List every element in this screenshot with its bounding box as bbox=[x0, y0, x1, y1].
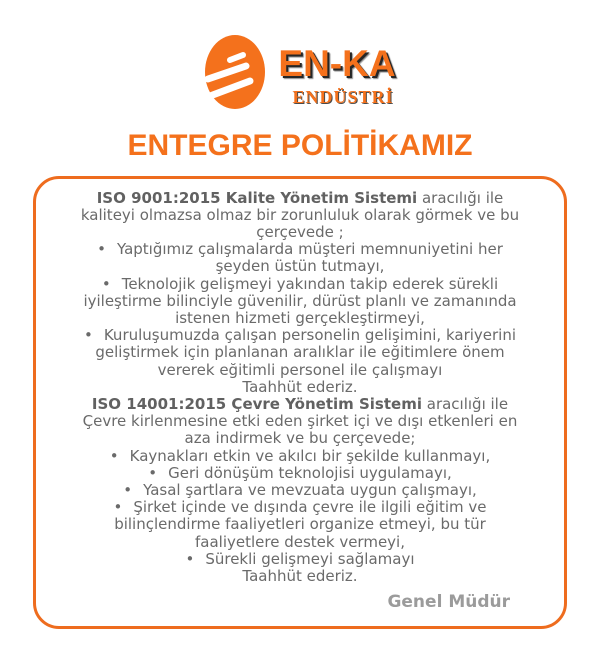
policy-line bbox=[52, 534, 548, 551]
bullet-icon: • bbox=[148, 463, 158, 482]
policy-line bbox=[52, 327, 548, 344]
policy-text-bold: ISO 9001:2015 Kalite Yönetim Sistemi bbox=[96, 188, 418, 207]
policy-line bbox=[52, 207, 548, 224]
bullet-icon: • bbox=[113, 498, 123, 517]
policy-line bbox=[52, 516, 548, 533]
policy-text: Geri dönüşüm teknolojisi uygulamayı, bbox=[168, 463, 452, 482]
policy-text: Yasal şartlara ve mevzuata uygun çalışmayı, bbox=[143, 480, 477, 499]
policy-text: aracılığı ile bbox=[421, 394, 509, 413]
policy-text: Çevre kirlenmesine etki eden şirket içi ve dışı etkenleri en bbox=[82, 412, 518, 431]
policy-line bbox=[52, 276, 548, 293]
policy-line bbox=[52, 482, 548, 499]
policy-line bbox=[52, 396, 548, 413]
policy-line bbox=[52, 551, 548, 568]
policy-line bbox=[52, 499, 548, 516]
policy-text: Taahhüt ederiz. bbox=[242, 566, 358, 585]
policy-line bbox=[52, 310, 548, 327]
policy-line bbox=[52, 258, 548, 275]
policy-text: faaliyetlere destek vermeyi, bbox=[194, 532, 405, 551]
policy-line bbox=[52, 293, 548, 310]
policy-box bbox=[33, 176, 567, 629]
policy-line bbox=[52, 362, 548, 379]
policy-line bbox=[52, 448, 548, 465]
policy-text: Teknolojik gelişmeyi yakından takip ederek sürekli bbox=[121, 274, 499, 293]
logo-subtitle: ENDÜSTRİ bbox=[292, 87, 394, 107]
bullet-icon: • bbox=[109, 446, 119, 465]
enka-stripes-circle-icon bbox=[204, 33, 266, 111]
policy-text: çerçevede ; bbox=[256, 222, 344, 241]
policy-text: aza indirmek ve bu çerçevede; bbox=[184, 429, 416, 448]
company-logo bbox=[0, 0, 600, 117]
policy-line bbox=[52, 413, 548, 430]
policy-text: kaliteyi olmazsa olmaz bir zorunluluk olarak görmek ve bu bbox=[80, 205, 520, 224]
policy-text: Kaynakları etkin ve akılcı bir şekilde kullanmayı, bbox=[129, 446, 491, 465]
policy-text: Yaptığımız çalışmalarda müşteri memnuniyetini her bbox=[116, 240, 503, 259]
policy-line bbox=[52, 568, 548, 585]
page-title: ENTEGRE POLİTİKAMIZ bbox=[127, 129, 473, 162]
bullet-icon: • bbox=[101, 274, 111, 293]
policy-text: Sürekli gelişmeyi sağlamayı bbox=[205, 549, 415, 568]
policy-text-bold: ISO 14001:2015 Çevre Yönetim Sistemi bbox=[91, 394, 422, 413]
bullet-icon: • bbox=[83, 326, 93, 345]
bullet-icon: • bbox=[97, 240, 106, 259]
signature: Genel Müdür bbox=[387, 592, 510, 613]
policy-lines bbox=[52, 190, 548, 586]
policy-text: Taahhüt ederiz. bbox=[242, 377, 358, 396]
bullet-icon: • bbox=[185, 549, 195, 568]
policy-text: iyileştirme bilinciyle güvenilir, dürüst planlı ve zamanında bbox=[83, 291, 517, 310]
policy-line bbox=[52, 430, 548, 447]
policy-line bbox=[52, 465, 548, 482]
policy-text: Kuruluşumuzda çalışan personelin gelişimini, kariyerini bbox=[103, 326, 517, 345]
policy-text: geliştirmek için planlanan aralıklar ile eğitimlere önem bbox=[95, 343, 505, 362]
logo-wordmark: EN-KA bbox=[278, 43, 396, 84]
policy-text: Şirket içinde ve dışında çevre ile ilgili eğitim ve bbox=[133, 498, 487, 517]
policy-line bbox=[52, 190, 548, 207]
policy-line bbox=[52, 344, 548, 361]
policy-text: vererek eğitimli personel ile çalışmayı bbox=[157, 360, 443, 379]
policy-text: aracılığı ile bbox=[417, 188, 504, 207]
policy-line bbox=[52, 241, 548, 258]
policy-text: istenen hizmeti gerçekleştirmeyi, bbox=[175, 308, 425, 327]
policy-text: şeyden üstün tutmayı, bbox=[215, 257, 385, 276]
policy-text: bilinçlendirme faaliyetleri organize etmeyi, bu tür bbox=[114, 515, 486, 534]
logo-text-block bbox=[278, 33, 395, 106]
bullet-icon: • bbox=[123, 480, 133, 499]
policy-line bbox=[52, 379, 548, 396]
policy-line bbox=[52, 224, 548, 241]
